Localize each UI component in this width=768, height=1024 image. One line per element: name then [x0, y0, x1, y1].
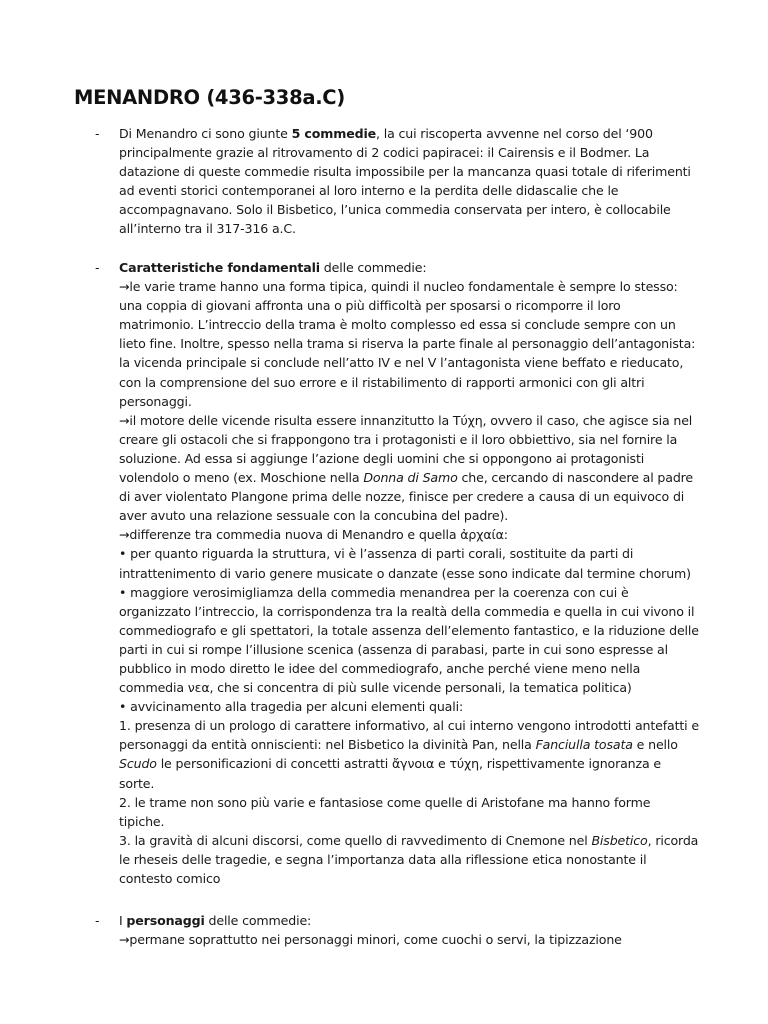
prologo-paragraph: [119, 716, 699, 792]
fanciulla-tosata-italic: Fanciulla tosata: [535, 737, 633, 753]
tragedia-paragraph: • avvicinamento alla tragedia per alcuni elementi quali:: [119, 699, 464, 715]
document-title: MENANDRO (436-338a.C): [74, 86, 345, 109]
personaggi-heading-start: I: [119, 913, 127, 928]
intro-text-rest: , la cui riscoperta avvenne nel corso del ‘900 principalmente grazie al ritrovamento di 2 codici papiracei: il Cairensis e il Bodmer. La datazione di queste commedie risulta impossibile per la mancanza quasi totale di riferimenti ad eventi storici contemporanei al loro interno e la perdita delle didascalie che le accompagnavano. Solo il Bisbetico, l’unica commedia conservata per intero, è collocabile all’interno tra il 317-316 a.C.: [119, 126, 691, 237]
personaggi-heading: [119, 911, 699, 930]
list-dash: -: [95, 260, 100, 275]
struttura-paragraph: • per quanto riguarda la struttura, vi è l’assenza di parti corali, sostituite da parti di intrattenimento di vario genere musicate o danzate (esse sono indicate dal termine chorum): [119, 546, 691, 581]
tyche-text-start: →il motore delle vicende risulta essere innanzitutto la Tύχη, ovvero il caso, che agisce sia nel creare gli ostacoli che si frappongono tra i protagonisti e il loro obbiettivo, sia nel fornire la soluzione. Ad essa si aggiunge l’azione degli uomini che si oppongono ai protagonisti volendolo o meno (ex. Moschione nella: [119, 412, 693, 486]
intro-text-start: Di Menandro ci sono giunte: [119, 126, 292, 141]
gravita-text-start: 3. la gravità di alcuni discorsi, come quello di ravvedimento di Cnemone nel: [119, 832, 592, 848]
list-dash: -: [95, 913, 100, 928]
tyche-text-rest: che, cercando di nascondere al padre di aver violentato Plangone prima delle nozze, finisce per credere a causa di un equivoco di aver avuto una relazione sessuale con la concubina del padre).: [119, 470, 694, 524]
trame-paragraph: →le varie trame hanno una forma tipica, quindi il nucleo fondamentale è sempre lo stesso: una coppia di giovani affronta una o più difficoltà per sposarsi o ricomporre il loro matrimonio. L’intreccio della trama è molto complesso ed essa si conclude sempre con un lieto fine. Inoltre, spesso nella trama si riserva la parte finale al personaggio dell’antagonista: la vicenda principale si conclude nell’atto IV e nel V l’antagonista viene beffato e rieducato, con la comprensione del suo errore e il ristabilimento di rapporti armonici con gli altri personaggi.: [119, 279, 696, 409]
trame-tipiche-paragraph: 2. le trame non sono più varie e fantasiose come quelle di Aristofane ma hanno forme tipiche.: [119, 794, 651, 829]
caratteristiche-block: [119, 258, 699, 888]
caratteristiche-heading-rest: delle commedie:: [319, 260, 427, 275]
donna-di-samo-italic: Donna di Samo: [363, 470, 458, 486]
scudo-italic: Scudo: [119, 756, 157, 772]
personaggi-heading-bold: personaggi: [126, 913, 205, 928]
tyche-paragraph: [119, 411, 699, 526]
gravita-text-rest: , ricorda le rheseis delle tragedie, e segna l’importanza data alla riflessione etica nonostante il contesto comico: [119, 832, 699, 886]
intro-bold-commedie: 5 commedie: [291, 126, 377, 141]
caratteristiche-heading-bold: Caratteristiche fondamentali: [119, 260, 320, 275]
personaggi-block: [119, 911, 699, 949]
intro-paragraph: [119, 124, 699, 239]
list-dash: -: [95, 126, 100, 141]
prologo-text-rest: le personificazioni di concetti astratti ἄγνοια e τύχη, rispettivamente ignoranza e sorte.: [119, 756, 661, 791]
personaggi-heading-rest: delle commedie:: [204, 913, 312, 928]
prologo-text-start: 1. presenza di un prologo di carattere informativo, al cui interno vengono introdotti antefatti e personaggi da entità onniscienti: nel Bisbetico la divinità Pan, nella: [119, 718, 699, 753]
bisbetico-italic: Bisbetico: [591, 832, 648, 848]
prologo-text-mid: e nello: [632, 737, 678, 753]
differenze-paragraph: →differenze tra commedia nuova di Menandro e quella ἀρχαία:: [119, 527, 508, 543]
tipizzazione-paragraph: →permane soprattutto nei personaggi minori, come cuochi o servi, la tipizzazione: [119, 932, 622, 948]
caratteristiche-heading: [119, 258, 699, 277]
verosimiglianza-paragraph: • maggiore verosimigliamza della commedia menandrea per la coerenza con cui è organizzato l’intreccio, la corrispondenza tra la realtà della commedia e quella in cui vivono il commediografo e gli spettatori, la totale assenza dell’elemento fantastico, e la riduzione delle parti in cui si rompe l’illusione scenica (assenza di parabasi, parte in cui sono espresse al pubblico in modo diretto le idee del commediografo, anche perché viene meno nella commedia νεα, che si concentra di più sulle vicende personali, la tematica politica): [119, 584, 699, 696]
gravita-paragraph: [119, 831, 699, 888]
